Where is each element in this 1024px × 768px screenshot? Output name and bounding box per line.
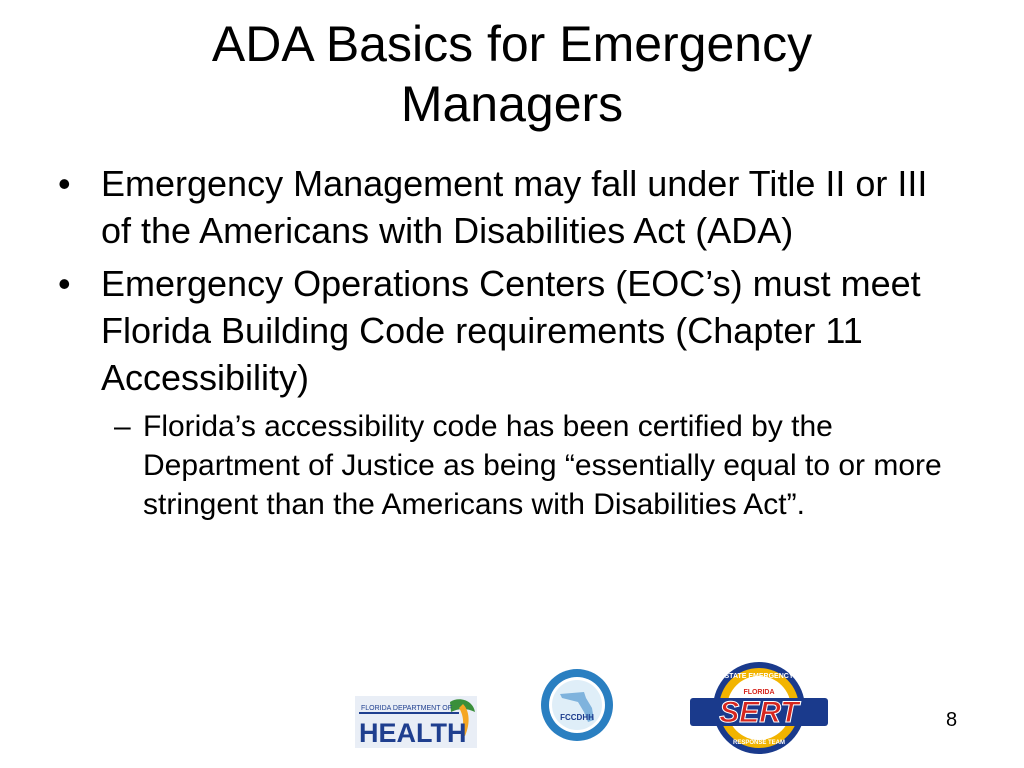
sub-bullet-marker: –: [114, 410, 131, 443]
sub-bullet-item: [114, 407, 958, 524]
page-number: 8: [946, 709, 958, 731]
bullet-text: Emergency Management may fall under Title II or III of the Americans with Disabilities Act (ADA): [101, 163, 928, 251]
sert-bottom-text: RESPONSE TEAM: [732, 740, 786, 746]
sert-top-text: STATE EMERGENCY: [724, 673, 794, 680]
slide-body: [58, 160, 958, 524]
fccdhh-seal-text: FCCDHH: [560, 713, 594, 722]
sert-middle-text: FLORIDA: [743, 689, 775, 696]
sert-logo-icon: [688, 660, 830, 756]
health-logo-top-text: FLORIDA DEPARTMENT OF: [361, 705, 453, 712]
sub-bullet-text: Florida’s accessibility code has been certified by the Department of Justice as being “essentially equal to or more stringent than the Americans with Disabilities Act”.: [143, 410, 942, 521]
bullet-marker: •: [58, 263, 71, 304]
bullet-item: [58, 160, 958, 254]
bullet-text: Emergency Operations Centers (EOC’s) must meet Florida Building Code requirements (Chapter 11 Accessibility): [101, 263, 921, 398]
bullet-item: [58, 260, 958, 401]
fccdhh-seal-icon: [540, 668, 614, 742]
slide-title: ADA Basics for Emergency Managers: [211, 16, 813, 132]
florida-doh-logo-icon: [355, 696, 477, 748]
sert-main-text: SERT: [719, 696, 799, 729]
bullet-marker: •: [58, 163, 71, 204]
health-logo-main-text: HEALTH: [359, 718, 467, 748]
